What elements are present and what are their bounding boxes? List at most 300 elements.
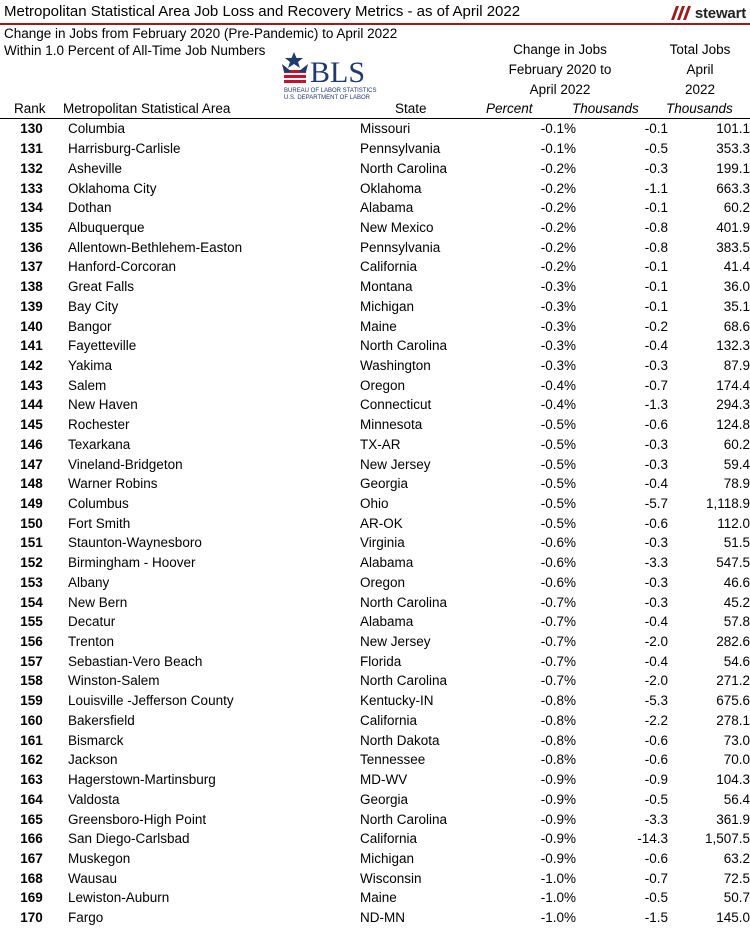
table-row (0, 553, 750, 573)
cell-msa: Vineland-Bridgeton (68, 456, 183, 472)
cell-rank: 132 (20, 160, 43, 176)
table-row (0, 494, 750, 514)
cell-msa: Fort Smith (68, 515, 131, 531)
cell-state: Pennsylvania (360, 239, 441, 255)
cell-state: Georgia (360, 476, 409, 492)
col-header-total-thousands: Thousands (666, 101, 733, 116)
cell-total: 70.0 (723, 752, 750, 768)
cell-thou: -1.3 (644, 397, 668, 413)
cell-msa: Albany (68, 574, 110, 590)
cell-pct: -0.6% (540, 555, 576, 571)
cell-state: North Carolina (360, 160, 448, 176)
table-row (0, 533, 750, 553)
cell-msa: Greensboro-High Point (68, 811, 207, 827)
cell-state: Wisconsin (360, 870, 422, 886)
table-row (0, 651, 750, 671)
cell-thou: -0.3 (644, 574, 668, 590)
table-row (0, 888, 750, 908)
cell-rank: 168 (20, 870, 43, 886)
cell-pct: -0.3% (540, 357, 576, 373)
cell-state: New Jersey (360, 634, 431, 650)
bls-wordmark: BLS (310, 56, 366, 89)
cell-pct: -0.8% (540, 693, 576, 709)
cell-msa: Harrisburg-Carlisle (68, 141, 181, 157)
cell-total: 294.3 (716, 397, 750, 413)
cell-thou: -0.6 (644, 515, 668, 531)
cell-thou: -0.1 (644, 200, 668, 216)
cell-pct: -0.9% (540, 850, 576, 866)
cell-msa: Allentown-Bethlehem-Easton (68, 239, 243, 255)
cell-msa: Trenton (68, 634, 115, 650)
cell-total: 401.9 (716, 219, 750, 235)
bls-eagle-icon (282, 52, 308, 83)
cell-msa: New Bern (68, 594, 128, 610)
cell-total: 73.0 (723, 732, 750, 748)
cell-pct: -0.6% (540, 535, 576, 551)
cell-thou: -0.6 (644, 850, 668, 866)
cell-total: 1,507.5 (704, 831, 750, 847)
cell-msa: Birmingham - Hoover (68, 555, 196, 571)
cell-thou: -0.6 (644, 752, 668, 768)
cell-msa: Bay City (68, 298, 119, 314)
cell-thou: -14.3 (637, 831, 668, 847)
cell-total: 63.2 (723, 850, 750, 866)
table-row (0, 198, 750, 218)
table-row (0, 296, 750, 316)
table-row (0, 671, 750, 691)
cell-state: Georgia (360, 791, 409, 807)
cell-state: Minnesota (360, 417, 423, 433)
cell-thou: -2.0 (644, 634, 668, 650)
cell-state: North Carolina (360, 338, 448, 354)
cell-thou: -0.3 (644, 535, 668, 551)
cell-total: 174.4 (716, 377, 750, 393)
cell-rank: 164 (20, 791, 43, 807)
cell-total: 383.5 (716, 239, 750, 255)
cell-total: 54.6 (723, 653, 750, 669)
cell-total: 104.3 (716, 772, 750, 788)
table-row (0, 139, 750, 159)
cell-pct: -0.5% (540, 476, 576, 492)
cell-thou: -0.3 (644, 456, 668, 472)
cell-total: 547.5 (716, 555, 750, 571)
cell-rank: 146 (20, 436, 43, 452)
cell-pct: -0.8% (540, 732, 576, 748)
cell-state: North Carolina (360, 594, 448, 610)
cell-state: North Dakota (360, 732, 440, 748)
table-row (0, 770, 750, 790)
cell-thou: -0.3 (644, 436, 668, 452)
cell-msa: Winston-Salem (68, 673, 160, 689)
cell-pct: -0.9% (540, 791, 576, 807)
cell-state: Michigan (360, 850, 415, 866)
cell-pct: -0.2% (540, 200, 576, 216)
total-group-header: Total Jobs April 2022 (669, 42, 731, 97)
cell-total: 36.0 (723, 279, 750, 295)
cell-state: MD-WV (360, 772, 408, 788)
cell-rank: 147 (20, 456, 43, 472)
cell-rank: 141 (20, 338, 43, 354)
cell-rank: 137 (20, 259, 43, 275)
cell-total: 278.1 (716, 712, 750, 728)
cell-msa: Warner Robins (68, 476, 158, 492)
cell-thou: -0.9 (644, 772, 668, 788)
cell-msa: Rochester (68, 417, 130, 433)
cell-pct: -0.3% (540, 318, 576, 334)
cell-pct: -1.0% (540, 870, 576, 886)
cell-state: North Carolina (360, 811, 448, 827)
cell-state: Ohio (360, 496, 389, 512)
cell-msa: Lewiston-Auburn (68, 890, 170, 906)
cell-rank: 158 (20, 673, 43, 689)
table-row (0, 316, 750, 336)
table-row (0, 415, 750, 435)
cell-msa: Valdosta (68, 791, 120, 807)
cell-state: Maine (360, 318, 397, 334)
cell-total: 78.9 (723, 476, 750, 492)
cell-msa: Great Falls (68, 279, 135, 295)
cell-state: New Mexico (360, 219, 434, 235)
cell-thou: -0.4 (644, 338, 668, 354)
cell-state: Oregon (360, 574, 406, 590)
cell-rank: 160 (20, 712, 43, 728)
cell-thou: -0.4 (644, 653, 668, 669)
cell-thou: -1.1 (644, 180, 668, 196)
cell-msa: Asheville (68, 160, 123, 176)
change-group-header: Change in Jobs February 2020 to April 2022 (508, 42, 612, 97)
cell-total: 282.6 (716, 634, 750, 650)
cell-rank: 151 (20, 535, 43, 551)
cell-total: 101.1 (716, 121, 750, 137)
cell-pct: -0.2% (540, 160, 576, 176)
bls-line1: BUREAU OF LABOR STATISTICS (284, 88, 377, 94)
cell-pct: -0.2% (540, 180, 576, 196)
col-header-msa: Metropolitan Statistical Area (63, 101, 231, 116)
cell-rank: 131 (20, 141, 43, 157)
cell-state: New Jersey (360, 456, 431, 472)
cell-rank: 163 (20, 772, 43, 788)
cell-pct: -0.2% (540, 259, 576, 275)
cell-state: TX-AR (360, 436, 401, 452)
cell-total: 675.6 (716, 693, 750, 709)
cell-state: ND-MN (360, 910, 405, 926)
cell-msa: Staunton-Waynesboro (68, 535, 202, 551)
col-header-percent: Percent (486, 101, 533, 116)
cell-total: 50.7 (723, 890, 750, 906)
cell-rank: 142 (20, 357, 43, 373)
table-row (0, 829, 750, 849)
table-row (0, 375, 750, 395)
cell-pct: -0.7% (540, 594, 576, 610)
table-row (0, 257, 750, 277)
cell-total: 353.3 (716, 141, 750, 157)
cell-rank: 157 (20, 653, 43, 669)
table-row (0, 789, 750, 809)
cell-thou: -0.8 (644, 239, 668, 255)
cell-msa: Decatur (68, 614, 116, 630)
cell-rank: 156 (20, 634, 43, 650)
table-row (0, 750, 750, 770)
cell-msa: Albuquerque (68, 219, 145, 235)
cell-msa: Fargo (68, 910, 104, 926)
cell-msa: San Diego-Carlsbad (68, 831, 190, 847)
cell-msa: Louisville -Jefferson County (68, 693, 234, 709)
table-row (0, 908, 750, 928)
table-row (0, 336, 750, 356)
cell-thou: -0.6 (644, 732, 668, 748)
msa-table (0, 119, 750, 927)
cell-total: 663.3 (716, 180, 750, 196)
cell-state: Pennsylvania (360, 141, 441, 157)
cell-rank: 143 (20, 377, 43, 393)
cell-pct: -0.7% (540, 614, 576, 630)
cell-rank: 130 (20, 121, 43, 137)
cell-state: California (360, 712, 418, 728)
cell-rank: 166 (20, 831, 43, 847)
cell-total: 271.2 (716, 673, 750, 689)
page-title: Metropolitan Statistical Area Job Loss and Recovery Metrics - as of April 2022 (4, 3, 521, 20)
cell-thou: -0.5 (644, 890, 668, 906)
cell-msa: Bismarck (68, 732, 124, 748)
table-row (0, 237, 750, 257)
cell-rank: 154 (20, 594, 43, 610)
cell-thou: -0.2 (644, 318, 668, 334)
cell-pct: -0.3% (540, 298, 576, 314)
cell-total: 35.1 (723, 298, 750, 314)
table-row (0, 178, 750, 198)
cell-pct: -0.2% (540, 239, 576, 255)
cell-thou: -2.2 (644, 712, 668, 728)
table-row (0, 454, 750, 474)
subtitle-within: Within 1.0 Percent of All-Time Job Numbers (4, 43, 266, 58)
cell-msa: Fayetteville (68, 338, 137, 354)
cell-state: Oregon (360, 377, 406, 393)
cell-pct: -0.5% (540, 417, 576, 433)
cell-state: Tennessee (360, 752, 426, 768)
cell-total: 1,118.9 (705, 496, 750, 512)
cell-thou: -0.1 (644, 259, 668, 275)
cell-total: 87.9 (723, 357, 750, 373)
cell-thou: -0.3 (644, 594, 668, 610)
cell-total: 361.9 (716, 811, 750, 827)
table-row (0, 632, 750, 652)
cell-thou: -0.3 (644, 160, 668, 176)
cell-total: 60.2 (723, 436, 750, 452)
cell-msa: Texarkana (68, 436, 131, 452)
table-row (0, 809, 750, 829)
cell-pct: -0.9% (540, 772, 576, 788)
cell-msa: Wausau (68, 870, 118, 886)
cell-rank: 138 (20, 279, 43, 295)
col-header-rank: Rank (14, 101, 46, 116)
cell-msa: Hagerstown-Martinsburg (68, 772, 216, 788)
cell-msa: Oklahoma City (68, 180, 157, 196)
cell-msa: Dothan (68, 200, 112, 216)
bls-logo (280, 50, 398, 104)
cell-msa: New Haven (68, 397, 138, 413)
cell-thou: -0.8 (644, 219, 668, 235)
cell-state: Maine (360, 890, 397, 906)
cell-state: Alabama (360, 555, 414, 571)
cell-total: 145.0 (716, 910, 750, 926)
table-row (0, 592, 750, 612)
table-row (0, 868, 750, 888)
col-header-thousands: Thousands (572, 101, 639, 116)
cell-rank: 139 (20, 298, 43, 314)
cell-rank: 153 (20, 574, 43, 590)
cell-rank: 165 (20, 811, 43, 827)
cell-rank: 134 (20, 200, 43, 216)
cell-msa: Sebastian-Vero Beach (68, 653, 203, 669)
cell-msa: Bangor (68, 318, 112, 334)
cell-total: 57.8 (723, 614, 750, 630)
table-row (0, 218, 750, 238)
table-row (0, 711, 750, 731)
cell-thou: -2.0 (644, 673, 668, 689)
subtitle-change: Change in Jobs from February 2020 (Pre-Pandemic) to April 2022 (4, 26, 398, 41)
cell-state: North Carolina (360, 673, 448, 689)
cell-thou: -0.5 (644, 791, 668, 807)
cell-pct: -0.1% (540, 121, 576, 137)
cell-state: California (360, 831, 418, 847)
cell-thou: -0.1 (644, 279, 668, 295)
cell-rank: 140 (20, 318, 43, 334)
cell-msa: Columbus (68, 496, 129, 512)
table-row (0, 119, 750, 139)
table-row (0, 573, 750, 593)
cell-state: Florida (360, 653, 402, 669)
cell-total: 59.4 (723, 456, 750, 472)
cell-total: 124.8 (716, 417, 750, 433)
cell-total: 60.2 (723, 200, 750, 216)
table-row (0, 435, 750, 455)
cell-rank: 144 (20, 397, 43, 413)
cell-rank: 162 (20, 752, 43, 768)
cell-total: 72.5 (723, 870, 750, 886)
cell-pct: -0.5% (540, 515, 576, 531)
cell-state: Montana (360, 279, 413, 295)
cell-pct: -0.8% (540, 752, 576, 768)
cell-msa: Yakima (68, 357, 113, 373)
cell-thou: -5.3 (644, 693, 668, 709)
cell-thou: -3.3 (644, 555, 668, 571)
cell-msa: Muskegon (68, 850, 131, 866)
table-row (0, 395, 750, 415)
cell-thou: -0.7 (644, 377, 668, 393)
cell-total: 51.5 (723, 535, 750, 551)
cell-state: Kentucky-IN (360, 693, 434, 709)
table-row (0, 849, 750, 869)
cell-msa: Columbia (68, 121, 126, 137)
table-row (0, 691, 750, 711)
cell-rank: 170 (20, 910, 43, 926)
cell-thou: -0.1 (644, 121, 668, 137)
cell-total: 46.6 (723, 574, 750, 590)
cell-pct: -0.2% (540, 219, 576, 235)
cell-total: 68.6 (723, 318, 750, 334)
cell-thou: -0.4 (644, 614, 668, 630)
cell-state: Alabama (360, 200, 414, 216)
table-row (0, 513, 750, 533)
table-row (0, 158, 750, 178)
stewart-wordmark: stewart (694, 4, 746, 22)
cell-pct: -0.4% (540, 377, 576, 393)
stewart-slash-icon (667, 6, 693, 20)
cell-thou: -5.7 (644, 496, 668, 512)
cell-total: 199.1 (716, 160, 750, 176)
table-row (0, 612, 750, 632)
cell-thou: -0.5 (644, 141, 668, 157)
cell-thou: -0.3 (644, 357, 668, 373)
cell-thou: -0.4 (644, 476, 668, 492)
cell-total: 132.3 (716, 338, 750, 354)
cell-pct: -0.4% (540, 397, 576, 413)
cell-msa: Hanford-Corcoran (68, 259, 177, 275)
cell-state: Connecticut (360, 397, 432, 413)
cell-rank: 155 (20, 614, 43, 630)
cell-pct: -0.9% (540, 831, 576, 847)
cell-pct: -0.3% (540, 338, 576, 354)
cell-pct: -0.5% (540, 456, 576, 472)
cell-rank: 169 (20, 890, 43, 906)
cell-state: Michigan (360, 298, 415, 314)
cell-rank: 161 (20, 732, 43, 748)
cell-msa: Jackson (68, 752, 118, 768)
cell-state: Washington (360, 357, 431, 373)
table-row (0, 356, 750, 376)
table-row (0, 730, 750, 750)
cell-total: 41.4 (723, 259, 750, 275)
cell-rank: 150 (20, 515, 43, 531)
cell-state: Missouri (360, 121, 411, 137)
cell-thou: -0.7 (644, 870, 668, 886)
cell-pct: -0.3% (540, 279, 576, 295)
cell-total: 56.4 (723, 791, 750, 807)
cell-rank: 152 (20, 555, 43, 571)
cell-thou: -0.1 (644, 298, 668, 314)
cell-state: Oklahoma (360, 180, 422, 196)
bls-line2: U.S. DEPARTMENT OF LABOR (284, 95, 371, 101)
cell-rank: 133 (20, 180, 43, 196)
cell-total: 112.0 (717, 515, 750, 531)
cell-state: Alabama (360, 614, 414, 630)
cell-state: Virginia (360, 535, 405, 551)
cell-thou: -1.5 (644, 910, 668, 926)
cell-pct: -0.8% (540, 712, 576, 728)
cell-pct: -0.7% (540, 653, 576, 669)
table-row (0, 474, 750, 494)
cell-total: 45.2 (723, 594, 750, 610)
cell-thou: -3.3 (644, 811, 668, 827)
table-row (0, 277, 750, 297)
cell-rank: 148 (20, 476, 43, 492)
cell-msa: Bakersfield (68, 712, 135, 728)
cell-pct: -0.7% (540, 634, 576, 650)
cell-pct: -0.9% (540, 811, 576, 827)
col-header-state: State (395, 101, 427, 116)
stewart-logo (667, 4, 746, 22)
cell-rank: 159 (20, 693, 43, 709)
cell-rank: 136 (20, 239, 43, 255)
cell-rank: 149 (20, 496, 43, 512)
cell-pct: -0.5% (540, 436, 576, 452)
cell-pct: -0.6% (540, 574, 576, 590)
cell-pct: -0.1% (540, 141, 576, 157)
cell-state: AR-OK (360, 515, 403, 531)
cell-rank: 167 (20, 850, 43, 866)
cell-state: California (360, 259, 418, 275)
cell-thou: -0.6 (644, 417, 668, 433)
